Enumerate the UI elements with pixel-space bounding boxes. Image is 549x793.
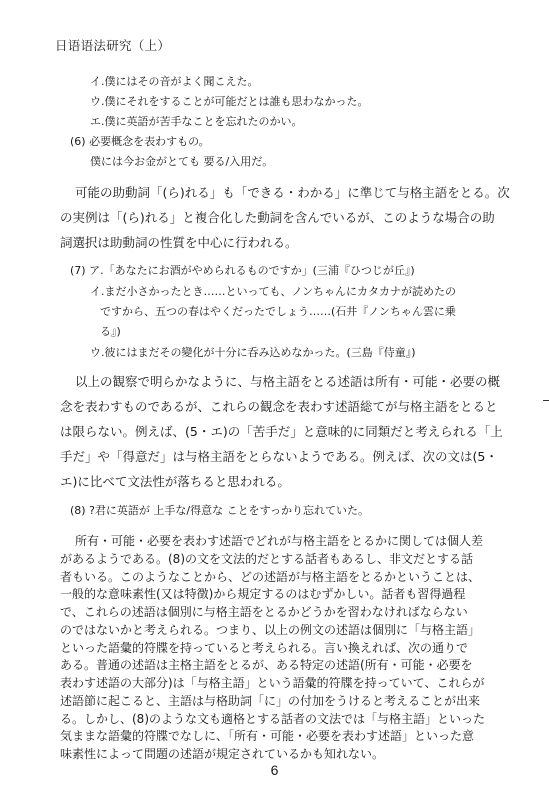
paragraph-line: 所有・可能・必要を表わす述語でどれが与格主語をとるかに関しては個人差 (75, 534, 484, 548)
paragraph-line: エ)に比べて文法性が落ちると思われる。 (60, 474, 290, 489)
example-line: エ.僕に英語が苦手なことを忘れたのかい。 (90, 115, 303, 128)
page-number: 6 (270, 762, 279, 778)
paragraph-line: があるようである。(8)の文を文法的だとする話者もあるし、非文だとする話 (60, 551, 474, 566)
running-title: 日语语法研究（上） (55, 38, 171, 53)
example-line: ウ.彼にはまだその變化が十分に呑み込めなかった。(三島『侍童』) (90, 346, 416, 359)
paragraph-line: 者もいる。このようなことから、どの述語が与格主語をとるかということは、 (60, 569, 481, 584)
paragraph-line: 可能の助動詞「(ら)れる」も「できる・わかる」に準じて与格主語をとる。次 (75, 185, 510, 200)
paragraph-line: 味素性によって問題の述語が規定されているかも知れない。 (60, 747, 385, 761)
paragraph-line: ある。普通の述語は主格主語をとるが、ある特定の述語(所有・可能・必要を (60, 658, 473, 673)
paragraph-line: 以上の観察で明らかなように、与格主語をとる述語は所有・可能・必要の概 (75, 374, 501, 389)
example-heading: (6) 必要概念を表わすもの。 (70, 135, 210, 148)
paragraph-line: 一般的な意味素性(又は特徴)から規定するのはむずかしい。話者も習得過程 (60, 587, 466, 602)
margin-tick (543, 400, 549, 401)
example-line: イ.まだ小さかったとき……といっても、ノンちゃんにカタカナが読めたの (90, 285, 457, 298)
paragraph-line: 述語節に起こると、主語は与格助詞「に」の付加をうけると考えることが出来 (60, 693, 481, 708)
paragraph-line: のではないかと考えられる。つまり、以上の例文の述語は個別に「与格主語」 (60, 622, 481, 637)
paragraph-line: る。しかし、(8)のような文も適格とする話者の文法では「与格主語」といった (60, 711, 486, 726)
example-line: イ.僕にはその音がよく聞こえた。 (90, 75, 259, 88)
paragraph-line: といった語彙的符牒を持っていると考えられる。言い換えれば、次の通りで (60, 640, 469, 655)
example-line: る』) (100, 325, 121, 338)
example-line: ですから、五つの春はやくだったでしょう……(石井『ノンちゃん雲に乗 (100, 305, 456, 318)
paragraph-line: の実例は「(ら)れる」と複合化した動詞を含んでいるが、このような場合の助 (60, 210, 495, 225)
example-line: 僕には今お金がとても 要る/入用だ。 (90, 155, 274, 168)
paragraph-line: 気ままな語彙的符牒でなしに、「所有・可能・必要を表わす述語」といった意 (60, 729, 475, 744)
example-line: (7) ア.「あなたにお酒がやめられるものですか」(三浦『ひつじが丘』) (70, 264, 415, 277)
paragraph-line: 手だ」や「得意だ」は与格主語をとらないようである。例えば、次の文は(5・ (60, 449, 498, 464)
paragraph-line: 表わす述語の大部分)は「与格主語」という語彙的符牒を持っていて、これらが (60, 676, 485, 690)
paragraph-line: で、これらの述語は個別に与格主語をとるかどうかを習わなければならない (60, 605, 468, 619)
example-line: ウ.僕にそれをすることが可能だとは誰も思わなかった。 (90, 95, 369, 108)
paragraph-line: 詞選択は助動詞の性質を中心に行われる。 (60, 235, 298, 250)
paragraph-line: 念を表わすものであるが、これらの観念を表わす述語総てが与格主語をとると (60, 399, 498, 414)
example-8: (8) ?君に英語が 上手な/得意な ことをすっかり忘れていた。 (70, 504, 369, 517)
paragraph-line: は限らない。例えば、(5・エ)の「苦手だ」と意味的に同類だと考えられる「上 (60, 424, 503, 439)
